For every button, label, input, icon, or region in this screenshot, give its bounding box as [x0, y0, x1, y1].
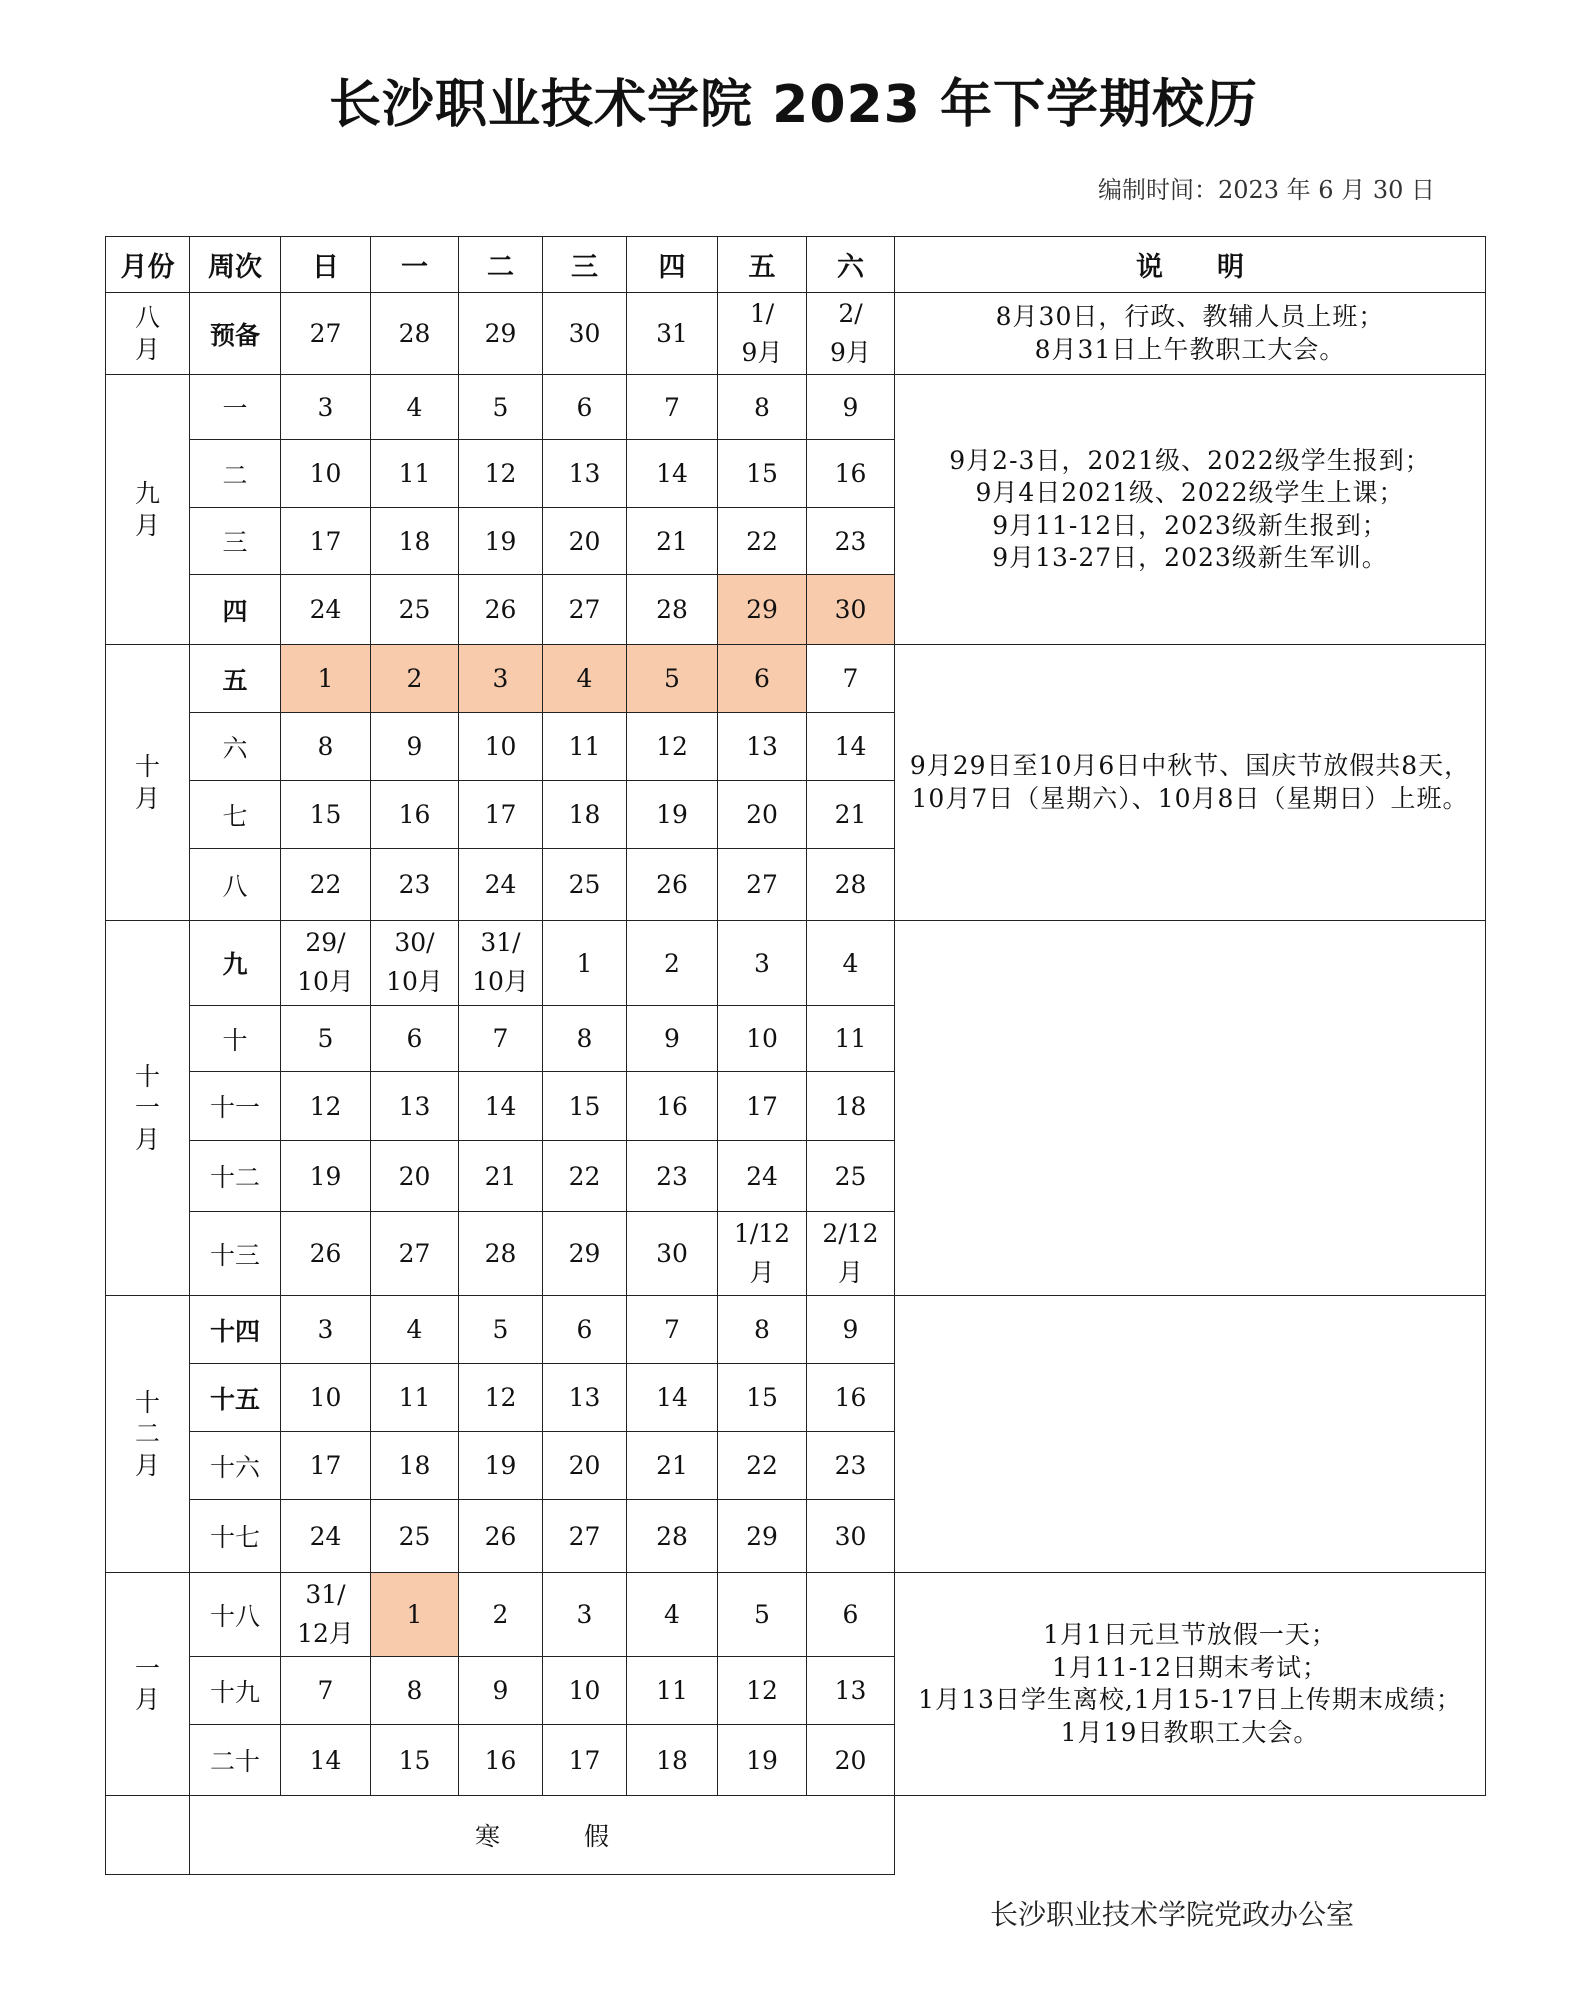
- date-cell: 25: [371, 575, 459, 645]
- month-notes: [895, 921, 1486, 1296]
- date-cell: 21: [807, 781, 895, 849]
- week-number: 七: [190, 781, 281, 849]
- date-cell: 20: [543, 1432, 627, 1500]
- date-cell: 22: [718, 1432, 807, 1500]
- date-cell: 9: [807, 1296, 895, 1364]
- date-cell: 28: [807, 849, 895, 921]
- week-number: 六: [190, 713, 281, 781]
- week-row: [106, 293, 1486, 375]
- date-cell: 29/ 10月: [281, 921, 371, 1006]
- date-cell: 11: [543, 713, 627, 781]
- week-number: 预备: [190, 293, 281, 375]
- month-cell: [106, 921, 190, 1296]
- date-cell: 3: [718, 921, 807, 1006]
- date-cell: 13: [718, 713, 807, 781]
- date-cell: 22: [718, 508, 807, 575]
- date-cell: 3: [281, 375, 371, 440]
- month-char: 九: [134, 479, 160, 509]
- date-cell: 7: [807, 645, 895, 713]
- date-cell: 17: [459, 781, 543, 849]
- date-cell: 22: [543, 1141, 627, 1212]
- header-day-sun: 日: [281, 237, 371, 293]
- date-cell: 20: [807, 1725, 895, 1796]
- month-cell: [106, 375, 190, 645]
- date-cell: 1: [543, 921, 627, 1006]
- page-title: 长沙职业技术学院 2023 年下学期校历: [329, 75, 1258, 135]
- week-number: 十七: [190, 1500, 281, 1573]
- header-row: [106, 237, 1486, 293]
- week-row: [106, 921, 1486, 1006]
- date-cell: 11: [371, 440, 459, 508]
- date-cell: 4: [807, 921, 895, 1006]
- date-cell: 12: [281, 1072, 371, 1141]
- note-line: 1月1日元旦节放假一天；: [1043, 1620, 1337, 1649]
- header-day-thu: 四: [627, 237, 718, 293]
- date-cell: 1/12 月: [718, 1212, 807, 1296]
- date-cell: 13: [807, 1657, 895, 1725]
- header-month: 月份: [106, 237, 190, 293]
- date-cell: 26: [281, 1212, 371, 1296]
- date-cell: 12: [718, 1657, 807, 1725]
- winter-vacation: [190, 1796, 895, 1875]
- header-day-wed: 三: [543, 237, 627, 293]
- week-number: 十九: [190, 1657, 281, 1725]
- date-cell: 17: [281, 1432, 371, 1500]
- date-cell: 11: [627, 1657, 718, 1725]
- date-cell: 18: [627, 1725, 718, 1796]
- date-cell: 18: [371, 508, 459, 575]
- calendar-table: [105, 236, 1486, 1875]
- month-char: 一: [134, 1093, 160, 1123]
- date-cell: 12: [459, 440, 543, 508]
- date-cell: 19: [459, 1432, 543, 1500]
- month-cell: [106, 645, 190, 921]
- calendar-body: [106, 293, 1486, 1875]
- holiday-date-cell: 1: [281, 645, 371, 713]
- date-cell: 15: [281, 781, 371, 849]
- month-char: 八: [134, 303, 160, 333]
- footer-office: 长沙职业技术学院党政办公室: [990, 1898, 1355, 1931]
- date-cell: 10: [459, 713, 543, 781]
- date-cell: 10: [718, 1006, 807, 1072]
- date-cell: 3: [543, 1573, 627, 1657]
- holiday-date-cell: 30: [807, 575, 895, 645]
- week-number: 十一: [190, 1072, 281, 1141]
- note-line: 8月31日上午教职工大会。: [1034, 334, 1346, 364]
- month-cell: [106, 1296, 190, 1573]
- month-notes: [895, 1296, 1486, 1573]
- date-cell: 25: [807, 1141, 895, 1212]
- date-cell: 23: [807, 508, 895, 575]
- note-line: 9月29日至10月6日中秋节、国庆节放假共8天，10月7日（星期六）、10月8日（星期日）上班。: [909, 751, 1471, 813]
- week-number: 四: [190, 575, 281, 645]
- header-week: 周次: [190, 237, 281, 293]
- week-number: 十五: [190, 1364, 281, 1432]
- week-number: 十三: [190, 1212, 281, 1296]
- month-notes: [895, 375, 1486, 645]
- date-cell: 18: [371, 1432, 459, 1500]
- date-cell: 9: [627, 1006, 718, 1072]
- note-line: 1月11-12日期末考试；: [1052, 1652, 1328, 1682]
- note-line: 8月30日，行政、教辅人员上班；: [995, 302, 1385, 331]
- note-line: 9月4日2021级、2022级学生上课；: [975, 478, 1405, 507]
- date-cell: 26: [459, 575, 543, 645]
- date-cell: 19: [718, 1725, 807, 1796]
- month-char: 月: [134, 1450, 160, 1480]
- date-cell: 10: [281, 440, 371, 508]
- month-char: 一: [134, 1653, 160, 1683]
- week-number: 一: [190, 375, 281, 440]
- date-cell: 16: [807, 440, 895, 508]
- date-cell: 4: [371, 375, 459, 440]
- date-cell: 14: [281, 1725, 371, 1796]
- date-cell: 17: [718, 1072, 807, 1141]
- date-cell: 16: [807, 1364, 895, 1432]
- month-char: 十: [134, 1388, 160, 1418]
- date-cell: 20: [543, 508, 627, 575]
- date-cell: 25: [543, 849, 627, 921]
- winter-char: 假: [584, 1822, 610, 1851]
- winter-row: [106, 1796, 1486, 1875]
- holiday-date-cell: 6: [718, 645, 807, 713]
- week-number: 十二: [190, 1141, 281, 1212]
- date-cell: 30/ 10月: [371, 921, 459, 1006]
- week-number: 十四: [190, 1296, 281, 1364]
- date-cell: 24: [281, 1500, 371, 1573]
- date-cell: 26: [459, 1500, 543, 1573]
- month-char: 十: [134, 1062, 160, 1092]
- winter-month-cell: [106, 1796, 190, 1875]
- date-cell: 11: [371, 1364, 459, 1432]
- week-number: 十六: [190, 1432, 281, 1500]
- week-row: [106, 1296, 1486, 1364]
- date-cell: 29: [459, 293, 543, 375]
- month-cell: [106, 1573, 190, 1796]
- date-cell: 11: [807, 1006, 895, 1072]
- date-cell: 7: [627, 375, 718, 440]
- month-char: 月: [134, 1124, 160, 1154]
- note-line: 9月2-3日，2021级、2022级学生报到；: [949, 445, 1431, 475]
- date-cell: 17: [281, 508, 371, 575]
- date-cell: 18: [807, 1072, 895, 1141]
- date-cell: 6: [543, 1296, 627, 1364]
- date-cell: 31/ 12月: [281, 1573, 371, 1657]
- date-cell: 16: [371, 781, 459, 849]
- week-number: 二十: [190, 1725, 281, 1796]
- holiday-date-cell: 1: [371, 1573, 459, 1657]
- week-number: 八: [190, 849, 281, 921]
- date-cell: 21: [627, 508, 718, 575]
- header-notes: 说 明: [895, 237, 1486, 293]
- date-cell: 14: [627, 440, 718, 508]
- date-cell: 2: [459, 1573, 543, 1657]
- date-cell: 30: [543, 293, 627, 375]
- date-cell: 30: [627, 1212, 718, 1296]
- month-char: 月: [134, 334, 160, 364]
- date-cell: 22: [281, 849, 371, 921]
- date-cell: 26: [627, 849, 718, 921]
- date-cell: 29: [718, 1500, 807, 1573]
- date-cell: 21: [627, 1432, 718, 1500]
- date-cell: 9: [459, 1657, 543, 1725]
- week-number: 二: [190, 440, 281, 508]
- date-cell: 1/ 9月: [718, 293, 807, 375]
- date-cell: 10: [543, 1657, 627, 1725]
- date-cell: 14: [459, 1072, 543, 1141]
- date-cell: 8: [281, 713, 371, 781]
- date-cell: 20: [371, 1141, 459, 1212]
- date-cell: 10: [281, 1364, 371, 1432]
- date-cell: 16: [627, 1072, 718, 1141]
- compiled-date: 编制时间：2023 年 6 月 30 日: [1097, 176, 1435, 204]
- holiday-date-cell: 5: [627, 645, 718, 713]
- date-cell: 8: [718, 375, 807, 440]
- holiday-date-cell: 3: [459, 645, 543, 713]
- date-cell: 12: [459, 1364, 543, 1432]
- date-cell: 5: [718, 1573, 807, 1657]
- week-number: 三: [190, 508, 281, 575]
- date-cell: 23: [627, 1141, 718, 1212]
- date-cell: 31/ 10月: [459, 921, 543, 1006]
- date-cell: 9: [807, 375, 895, 440]
- date-cell: 12: [627, 713, 718, 781]
- month-notes: [895, 293, 1486, 375]
- date-cell: 17: [543, 1725, 627, 1796]
- date-cell: 20: [718, 781, 807, 849]
- week-number: 九: [190, 921, 281, 1006]
- header-day-tue: 二: [459, 237, 543, 293]
- date-cell: 13: [371, 1072, 459, 1141]
- date-cell: 5: [459, 375, 543, 440]
- date-cell: 30: [807, 1500, 895, 1573]
- header-day-mon: 一: [371, 237, 459, 293]
- date-cell: 28: [371, 293, 459, 375]
- date-cell: 15: [718, 1364, 807, 1432]
- week-number: 五: [190, 645, 281, 713]
- date-cell: 8: [543, 1006, 627, 1072]
- date-cell: 14: [807, 713, 895, 781]
- date-cell: 27: [543, 575, 627, 645]
- date-cell: 13: [543, 1364, 627, 1432]
- month-char: 十: [134, 752, 160, 782]
- note-line: 1月19日教职工大会。: [1060, 1717, 1320, 1747]
- date-cell: 8: [371, 1657, 459, 1725]
- date-cell: 5: [459, 1296, 543, 1364]
- date-cell: 2/ 9月: [807, 293, 895, 375]
- date-cell: 24: [281, 575, 371, 645]
- date-cell: 3: [281, 1296, 371, 1364]
- month-char: 二: [134, 1419, 160, 1449]
- month-notes: [895, 645, 1486, 921]
- date-cell: 7: [627, 1296, 718, 1364]
- month-cell: [106, 293, 190, 375]
- date-cell: 27: [543, 1500, 627, 1573]
- header-day-fri: 五: [718, 237, 807, 293]
- date-cell: 5: [281, 1006, 371, 1072]
- date-cell: 2/12 月: [807, 1212, 895, 1296]
- date-cell: 19: [627, 781, 718, 849]
- note-line: 9月13-27日，2023级新生军训。: [992, 543, 1388, 572]
- date-cell: 6: [807, 1573, 895, 1657]
- date-cell: 19: [281, 1141, 371, 1212]
- date-cell: 24: [718, 1141, 807, 1212]
- month-char: 月: [134, 1685, 160, 1714]
- month-char: 月: [134, 510, 160, 540]
- week-row: [106, 375, 1486, 440]
- holiday-date-cell: 2: [371, 645, 459, 713]
- date-cell: 29: [543, 1212, 627, 1296]
- date-cell: 15: [371, 1725, 459, 1796]
- date-cell: 4: [627, 1573, 718, 1657]
- date-cell: 23: [807, 1432, 895, 1500]
- date-cell: 15: [543, 1072, 627, 1141]
- note-line: 9月11-12日，2023级新生报到；: [992, 510, 1388, 540]
- date-cell: 23: [371, 849, 459, 921]
- winter-char: 寒: [474, 1822, 500, 1851]
- date-cell: 28: [459, 1212, 543, 1296]
- date-cell: 13: [543, 440, 627, 508]
- date-cell: 7: [281, 1657, 371, 1725]
- date-cell: 9: [371, 713, 459, 781]
- week-number: 十: [190, 1006, 281, 1072]
- date-cell: 2: [627, 921, 718, 1006]
- date-cell: 27: [281, 293, 371, 375]
- holiday-date-cell: 29: [718, 575, 807, 645]
- note-line: 1月13日学生离校,1月15-17日上传期末成绩；: [918, 1685, 1462, 1714]
- week-number: 十八: [190, 1573, 281, 1657]
- date-cell: 27: [371, 1212, 459, 1296]
- date-cell: 21: [459, 1141, 543, 1212]
- date-cell: 25: [371, 1500, 459, 1573]
- date-cell: 4: [371, 1296, 459, 1364]
- date-cell: 8: [718, 1296, 807, 1364]
- date-cell: 6: [371, 1006, 459, 1072]
- header-day-sat: 六: [807, 237, 895, 293]
- date-cell: 15: [718, 440, 807, 508]
- date-cell: 28: [627, 1500, 718, 1573]
- date-cell: 27: [718, 849, 807, 921]
- date-cell: 18: [543, 781, 627, 849]
- month-notes: [895, 1573, 1486, 1796]
- week-row: [106, 645, 1486, 713]
- date-cell: 6: [543, 375, 627, 440]
- date-cell: 14: [627, 1364, 718, 1432]
- date-cell: 31: [627, 293, 718, 375]
- week-row: [106, 1573, 1486, 1657]
- month-char: 月: [134, 783, 160, 813]
- date-cell: 28: [627, 575, 718, 645]
- date-cell: 24: [459, 849, 543, 921]
- holiday-date-cell: 4: [543, 645, 627, 713]
- date-cell: 7: [459, 1006, 543, 1072]
- date-cell: 19: [459, 508, 543, 575]
- date-cell: 16: [459, 1725, 543, 1796]
